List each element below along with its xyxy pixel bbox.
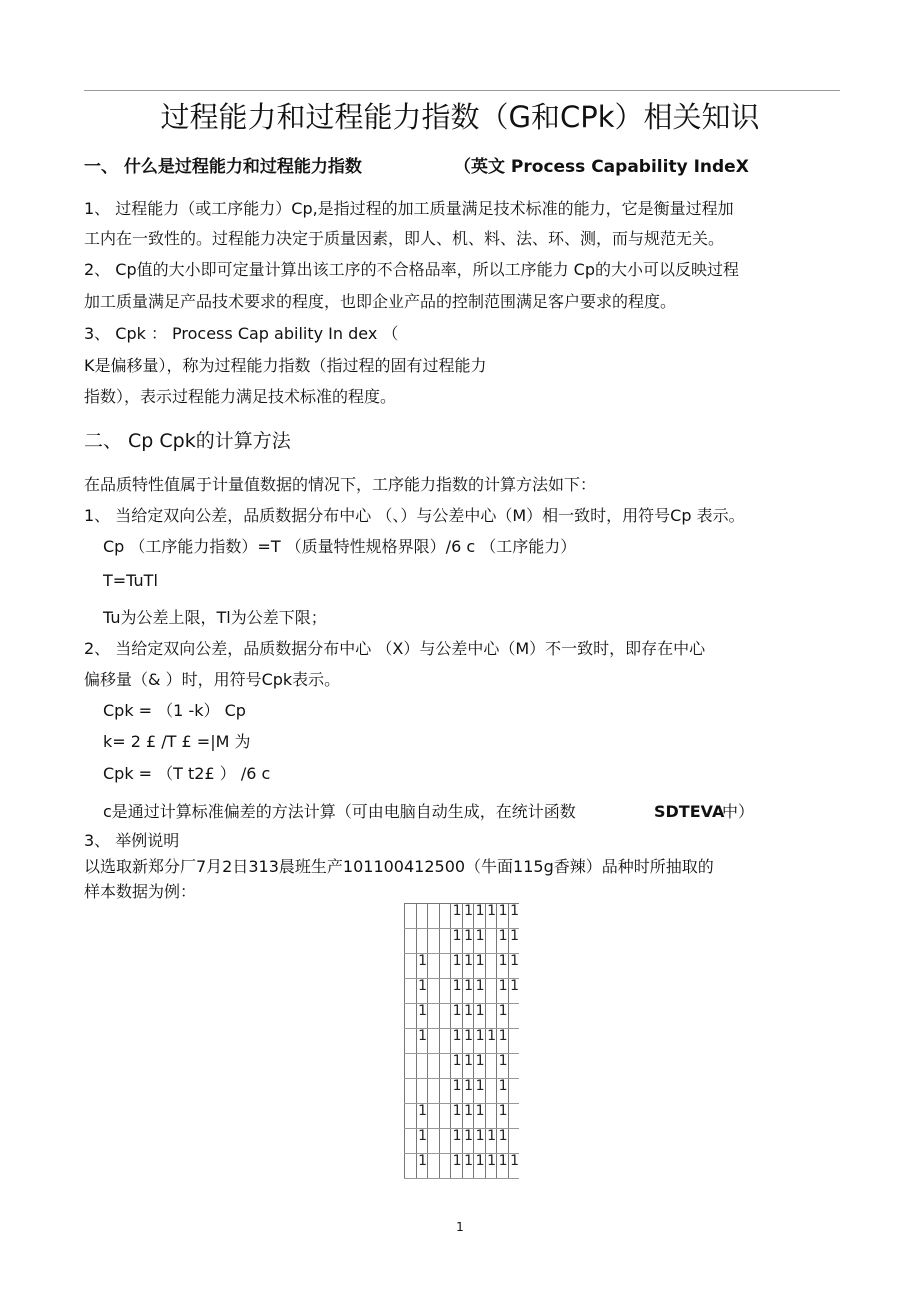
paragraph-line: 1、 当给定双向公差，品质数据分布中心 （、）与公差中心（M）相一致时，用符号Cp 表示。: [84, 506, 745, 525]
table-cell: [439, 929, 451, 954]
table-cell: [428, 904, 440, 929]
table-cell: 1: [497, 904, 509, 929]
table-cell: 1: [416, 979, 428, 1004]
table-cell: 1: [416, 1129, 428, 1154]
table-cell: 1: [416, 954, 428, 979]
table-cell: [428, 954, 440, 979]
section2-heading: 二、 Cp Cpk的计算方法: [84, 430, 291, 452]
paragraph-line: 加工质量满足产品技术要求的程度，也即企业产品的控制范围满足客户要求的程度。: [84, 292, 677, 311]
paragraph-line: 以选取新郑分厂7月2日313晨班生产101100412500（牛面115g香辣）品种时所抽取的: [84, 857, 714, 876]
table-cell: 1: [462, 904, 474, 929]
table-cell: [439, 1129, 451, 1154]
table-cell: [508, 1129, 519, 1154]
table-cell: 1: [462, 1154, 474, 1179]
table-cell: [439, 1054, 451, 1079]
table-cell: 1: [474, 979, 486, 1004]
table-cell: [428, 1004, 440, 1029]
table-cell: 1: [462, 954, 474, 979]
section1-heading: 一、 什么是过程能力和过程能力指数: [84, 157, 362, 177]
table-row: [405, 904, 520, 929]
table-cell: 1: [416, 1154, 428, 1179]
table-cell: [485, 1004, 497, 1029]
table-cell: 1: [462, 1029, 474, 1054]
table-cell: [428, 1079, 440, 1104]
table-cell: [416, 1054, 428, 1079]
formula-line: Cpk = （1 -k） Cp: [103, 701, 246, 720]
formula-line: Tu为公差上限，Tl为公差下限；: [103, 608, 327, 627]
table-cell: 1: [451, 1079, 463, 1104]
table-cell: 1: [497, 929, 509, 954]
table-cell: 1: [416, 1004, 428, 1029]
section1-heading-en: （英文 Process Capability IndeX: [454, 157, 749, 177]
table-cell: [439, 1104, 451, 1129]
page-number: 1: [456, 1220, 464, 1234]
table-cell: [428, 1129, 440, 1154]
table-row: [405, 1054, 520, 1079]
paragraph-line: 指数），表示过程能力满足技术标准的程度。: [84, 387, 397, 406]
function-name: SDTEVA: [654, 802, 725, 821]
table-cell: 1: [508, 929, 519, 954]
table-cell: [485, 1104, 497, 1129]
table-cell: 1: [497, 1129, 509, 1154]
table-cell: [439, 1004, 451, 1029]
table-cell: [405, 1029, 417, 1054]
table-cell: 1: [474, 1054, 486, 1079]
table-cell: [428, 1029, 440, 1054]
table-cell: 1: [485, 1154, 497, 1179]
formula-line: k= 2 £ /T £ =|M 为: [103, 732, 251, 751]
table-cell: [485, 979, 497, 1004]
table-cell: [405, 1129, 417, 1154]
table-row: [405, 1104, 520, 1129]
table-cell: [405, 954, 417, 979]
table-cell: [428, 1154, 440, 1179]
table-cell: 1: [451, 904, 463, 929]
table-cell: [439, 904, 451, 929]
table-cell: 1: [451, 1029, 463, 1054]
table-cell: 1: [462, 979, 474, 1004]
table-cell: 1: [462, 1104, 474, 1129]
paragraph-line: 3、 Cpk ： Process Cap ability In dex （: [84, 324, 399, 343]
sample-data-table: [404, 903, 519, 1179]
table-cell: 1: [462, 1079, 474, 1104]
table-cell: [439, 1154, 451, 1179]
table-cell: 1: [497, 1029, 509, 1054]
table-row: [405, 1079, 520, 1104]
table-cell: 1: [451, 1004, 463, 1029]
table-cell: 1: [474, 1029, 486, 1054]
table-cell: 1: [451, 979, 463, 1004]
table-cell: 1: [474, 1079, 486, 1104]
table-cell: 1: [416, 1104, 428, 1129]
table-cell: [405, 1154, 417, 1179]
paragraph-line: c是通过计算标准偏差的方法计算（可由电脑自动生成，在统计函数: [103, 802, 576, 821]
table-cell: 1: [451, 929, 463, 954]
table-cell: [439, 979, 451, 1004]
table-cell: [405, 1054, 417, 1079]
table-cell: [508, 1104, 519, 1129]
table-row: [405, 1129, 520, 1154]
table-cell: 1: [497, 979, 509, 1004]
table-cell: 1: [497, 1004, 509, 1029]
table-cell: [508, 1004, 519, 1029]
table-cell: [439, 1079, 451, 1104]
table-cell: [485, 1079, 497, 1104]
table-cell: 1: [416, 1029, 428, 1054]
table-cell: 1: [474, 1129, 486, 1154]
table-cell: 1: [508, 1154, 519, 1179]
table-cell: [485, 954, 497, 979]
formula-line: T=TuTl: [103, 571, 158, 590]
table-cell: 1: [508, 904, 519, 929]
table-cell: [405, 904, 417, 929]
table-cell: [416, 1079, 428, 1104]
paragraph-line: 1、 过程能力（或工序能力）Cp,是指过程的加工质量满足技术标准的能力，它是衡量过程加: [84, 199, 734, 218]
formula-line: Cp （工序能力指数）=T （质量特性规格界限）/6 c （工序能力）: [103, 537, 577, 556]
table-cell: [439, 1029, 451, 1054]
paragraph-line: 偏移量（& ）时，用符号Cpk表示。: [84, 670, 341, 689]
table-cell: 1: [451, 1154, 463, 1179]
table-cell: 1: [462, 1054, 474, 1079]
table-cell: 1: [474, 929, 486, 954]
table-cell: [405, 929, 417, 954]
table-cell: [405, 1104, 417, 1129]
table-cell: 1: [451, 954, 463, 979]
table-cell: 1: [508, 954, 519, 979]
table-row: [405, 1154, 520, 1179]
table-row: [405, 929, 520, 954]
table-cell: [439, 954, 451, 979]
paragraph-line: 3、 举例说明: [84, 831, 180, 850]
header-rule: [84, 90, 840, 91]
table-cell: 1: [451, 1104, 463, 1129]
table-cell: [405, 979, 417, 1004]
table-cell: 1: [474, 954, 486, 979]
table-cell: [405, 1079, 417, 1104]
document-title: 过程能力和过程能力指数（G和CPk）相关知识: [160, 100, 760, 134]
table-cell: 1: [497, 1079, 509, 1104]
table-cell: 1: [462, 1129, 474, 1154]
table-cell: [428, 1104, 440, 1129]
table-cell: 1: [474, 1154, 486, 1179]
formula-line: Cpk = （T t2£ ） /6 c: [103, 764, 271, 783]
table-cell: [485, 1054, 497, 1079]
table-row: [405, 1004, 520, 1029]
table-cell: 1: [497, 954, 509, 979]
paragraph-line: 样本数据为例：: [84, 882, 197, 901]
table-cell: 1: [485, 1129, 497, 1154]
table-cell: 1: [462, 1004, 474, 1029]
table-cell: 1: [497, 1104, 509, 1129]
table-cell: [485, 929, 497, 954]
paragraph-line: 工内在一致性的。过程能力决定于质量因素，即人、机、料、法、环、测，而与规范无关。: [84, 229, 725, 248]
paragraph-line: K是偏移量），称为过程能力指数（指过程的固有过程能力: [84, 356, 487, 375]
table-cell: 1: [474, 904, 486, 929]
table-cell: [416, 929, 428, 954]
table-cell: [428, 1054, 440, 1079]
table-cell: [405, 1004, 417, 1029]
table-cell: [508, 1029, 519, 1054]
paragraph-line: 2、 当给定双向公差，品质数据分布中心 （X）与公差中心（M）不一致时，即存在中心: [84, 639, 706, 658]
table-cell: 1: [451, 1129, 463, 1154]
table-cell: 1: [474, 1004, 486, 1029]
table-cell: [428, 929, 440, 954]
table-row: [405, 954, 520, 979]
table-row: [405, 979, 520, 1004]
table-cell: 1: [508, 979, 519, 1004]
paragraph-line: 中）: [722, 802, 755, 821]
table-cell: 1: [462, 929, 474, 954]
table-cell: [508, 1054, 519, 1079]
table-cell: 1: [497, 1154, 509, 1179]
table-cell: 1: [485, 1029, 497, 1054]
paragraph-line: 在品质特性值属于计量值数据的情况下，工序能力指数的计算方法如下：: [84, 475, 597, 494]
table-cell: [428, 979, 440, 1004]
table-cell: 1: [497, 1054, 509, 1079]
table-cell: 1: [451, 1054, 463, 1079]
table-cell: 1: [474, 1104, 486, 1129]
paragraph-line: 2、 Cp值的大小即可定量计算出该工序的不合格品率，所以工序能力 Cp的大小可以反映过程: [84, 260, 740, 279]
table-cell: [508, 1079, 519, 1104]
table-cell: [416, 904, 428, 929]
table-cell: 1: [485, 904, 497, 929]
table-row: [405, 1029, 520, 1054]
